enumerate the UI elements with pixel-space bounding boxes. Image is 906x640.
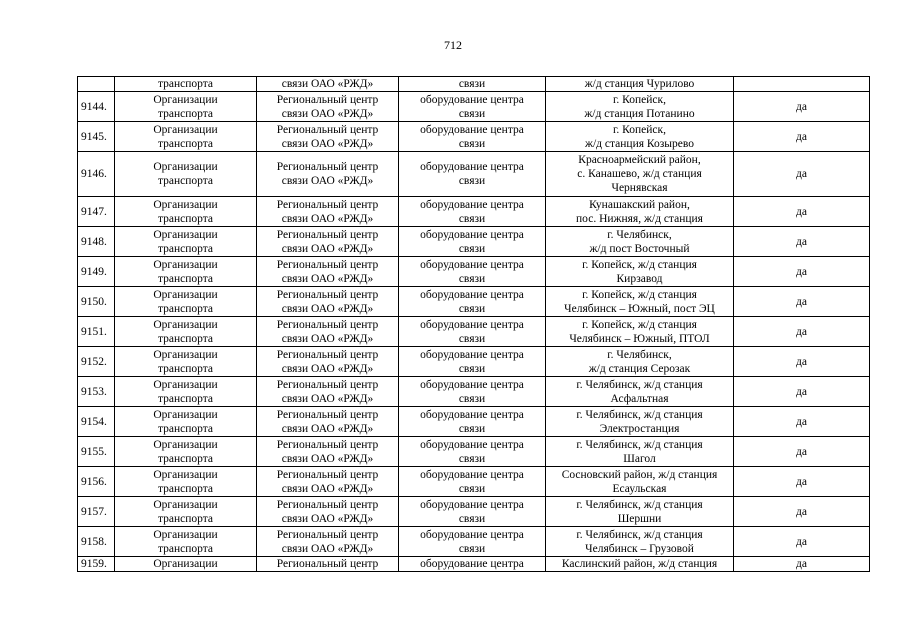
cell-line: Региональный центр — [276, 318, 379, 331]
row-number-cell: 9144. — [78, 92, 115, 122]
cell-line: Организации — [153, 93, 218, 106]
object-cell — [399, 407, 546, 437]
cell-line: связи — [458, 362, 486, 375]
row-number-cell: 9159. — [78, 557, 115, 572]
cell-line: транспорта — [157, 175, 214, 187]
cell-line: связи ОАО «РЖД» — [281, 332, 374, 345]
cell-line: Региональный центр — [276, 558, 379, 570]
category-cell — [115, 347, 257, 377]
cell-line: связи — [458, 272, 486, 285]
cell-line: Организации — [153, 498, 218, 511]
cell-line: оборудование центра — [420, 498, 524, 511]
category-cell — [115, 497, 257, 527]
organization-cell — [257, 467, 399, 497]
flag-cell: да — [734, 227, 870, 257]
cell-line: связи — [458, 332, 486, 345]
organization-cell — [257, 92, 399, 122]
object-cell — [399, 467, 546, 497]
cell-line: Кирзавод — [616, 272, 663, 285]
row-number-cell: 9152. — [78, 347, 115, 377]
flag-cell — [734, 77, 870, 92]
cell-line: связи ОАО «РЖД» — [281, 212, 374, 225]
object-cell — [399, 497, 546, 527]
flag-cell: да — [734, 467, 870, 497]
cell-line: связи ОАО «РЖД» — [281, 107, 374, 120]
table-row — [78, 92, 870, 122]
organization-cell — [257, 257, 399, 287]
category-cell — [115, 152, 257, 197]
object-cell — [399, 152, 546, 197]
location-cell — [546, 92, 734, 122]
cell-line: связи — [458, 242, 486, 255]
table-row — [78, 467, 870, 497]
cell-line: связи — [458, 512, 486, 525]
location-cell — [546, 77, 734, 92]
cell-line: транспорта — [157, 107, 214, 120]
cell-line: транспорта — [157, 482, 214, 495]
cell-line: Электростанция — [599, 422, 680, 435]
category-cell — [115, 437, 257, 467]
cell-line: связи ОАО «РЖД» — [281, 452, 374, 465]
table-row — [78, 317, 870, 347]
object-cell — [399, 287, 546, 317]
flag-cell: да — [734, 437, 870, 467]
cell-line: связи ОАО «РЖД» — [281, 482, 374, 495]
organization-cell — [257, 377, 399, 407]
data-table — [77, 76, 870, 572]
cell-line: связи — [458, 482, 486, 495]
cell-line: связи ОАО «РЖД» — [281, 78, 374, 90]
cell-line: Организации — [153, 408, 218, 421]
cell-line: связи — [458, 542, 486, 555]
cell-line: оборудование центра — [420, 438, 524, 451]
cell-line: ж/д станция Козырево — [585, 137, 694, 150]
cell-line: транспорта — [157, 512, 214, 525]
object-cell — [399, 257, 546, 287]
cell-line: оборудование центра — [420, 123, 524, 136]
cell-line: связи — [458, 137, 486, 150]
flag-cell: да — [734, 287, 870, 317]
cell-line: связи ОАО «РЖД» — [281, 137, 374, 150]
row-number-cell: 9148. — [78, 227, 115, 257]
cell-line: оборудование центра — [420, 528, 524, 541]
cell-line: Организации — [153, 438, 218, 451]
cell-line: г. Челябинск, — [607, 348, 672, 361]
cell-line: оборудование центра — [420, 348, 524, 361]
cell-line: Шершни — [617, 512, 662, 525]
location-cell — [546, 437, 734, 467]
cell-line: оборудование центра — [420, 161, 524, 173]
cell-line: Чернявская — [611, 182, 668, 194]
table-row — [78, 527, 870, 557]
cell-line: транспорта — [157, 78, 214, 90]
table-row — [78, 152, 870, 197]
cell-line: оборудование центра — [420, 468, 524, 481]
cell-line: Региональный центр — [276, 348, 379, 361]
location-cell — [546, 257, 734, 287]
cell-line: г. Челябинск, ж/д станция — [576, 408, 703, 421]
cell-line: Организации — [153, 288, 218, 301]
cell-line: связи ОАО «РЖД» — [281, 302, 374, 315]
cell-line: оборудование центра — [420, 408, 524, 421]
row-number-cell: 9153. — [78, 377, 115, 407]
location-cell — [546, 557, 734, 572]
category-cell — [115, 377, 257, 407]
cell-line: г. Копейск, ж/д станция — [582, 258, 697, 271]
cell-line: связи — [458, 212, 486, 225]
cell-line: транспорта — [157, 422, 214, 435]
flag-cell: да — [734, 197, 870, 227]
object-cell — [399, 227, 546, 257]
cell-line: пос. Нижняя, ж/д станция — [576, 212, 703, 225]
cell-line: Челябинск – Южный, ПТОЛ — [569, 332, 710, 345]
organization-cell — [257, 407, 399, 437]
cell-line: связи — [458, 302, 486, 315]
category-cell — [115, 467, 257, 497]
cell-line: г. Челябинск, ж/д станция — [576, 498, 703, 511]
cell-line: Организации — [153, 558, 218, 570]
cell-line: г. Челябинск, ж/д станция — [576, 378, 703, 391]
cell-line: ж/д пост Восточный — [589, 242, 690, 255]
category-cell — [115, 197, 257, 227]
cell-line: г. Копейск, ж/д станция — [582, 318, 697, 331]
cell-line: связи ОАО «РЖД» — [281, 272, 374, 285]
page-number: 712 — [444, 38, 462, 52]
cell-line: транспорта — [157, 392, 214, 405]
cell-line: Кунашакский район, — [589, 198, 690, 211]
location-cell — [546, 407, 734, 437]
cell-line: оборудование центра — [420, 288, 524, 301]
organization-cell — [257, 527, 399, 557]
table-row — [78, 122, 870, 152]
row-number-cell: 9149. — [78, 257, 115, 287]
row-number-cell: 9158. — [78, 527, 115, 557]
flag-cell: да — [734, 527, 870, 557]
flag-cell: да — [734, 557, 870, 572]
flag-cell: да — [734, 122, 870, 152]
cell-line: связи — [458, 452, 486, 465]
location-cell — [546, 497, 734, 527]
location-cell — [546, 287, 734, 317]
cell-line: оборудование центра — [420, 318, 524, 331]
cell-line: связи ОАО «РЖД» — [281, 362, 374, 375]
cell-line: г. Копейск, ж/д станция — [582, 288, 697, 301]
object-cell — [399, 557, 546, 572]
location-cell — [546, 317, 734, 347]
organization-cell — [257, 347, 399, 377]
location-cell — [546, 122, 734, 152]
row-number-cell: 9155. — [78, 437, 115, 467]
organization-cell — [257, 197, 399, 227]
organization-cell — [257, 497, 399, 527]
object-cell — [399, 122, 546, 152]
location-cell — [546, 467, 734, 497]
table-row — [78, 347, 870, 377]
row-number-cell: 9145. — [78, 122, 115, 152]
table-row — [78, 557, 870, 572]
flag-cell: да — [734, 317, 870, 347]
organization-cell — [257, 122, 399, 152]
table-row — [78, 497, 870, 527]
table-row — [78, 257, 870, 287]
cell-line: связи — [458, 175, 486, 187]
cell-line: связи — [458, 107, 486, 120]
cell-line: связи ОАО «РЖД» — [281, 422, 374, 435]
category-cell — [115, 557, 257, 572]
cell-line: транспорта — [157, 212, 214, 225]
row-number-cell: 9146. — [78, 152, 115, 197]
table-row — [78, 227, 870, 257]
table-row — [78, 407, 870, 437]
cell-line: связи — [458, 392, 486, 405]
object-cell — [399, 197, 546, 227]
cell-line: Региональный центр — [276, 438, 379, 451]
cell-line: Региональный центр — [276, 161, 379, 173]
category-cell — [115, 527, 257, 557]
table-row — [78, 77, 870, 92]
organization-cell — [257, 77, 399, 92]
cell-line: Региональный центр — [276, 123, 379, 136]
cell-line: Асфальтная — [610, 392, 669, 405]
cell-line: г. Челябинск, ж/д станция — [576, 438, 703, 451]
cell-line: Региональный центр — [276, 258, 379, 271]
location-cell — [546, 227, 734, 257]
cell-line: Челябинск – Грузовой — [585, 542, 694, 555]
cell-line: Организации — [153, 318, 218, 331]
object-cell — [399, 527, 546, 557]
organization-cell — [257, 227, 399, 257]
cell-line: ж/д станция Чурилово — [584, 78, 695, 90]
cell-line: связи — [458, 422, 486, 435]
cell-line: г. Челябинск, ж/д станция — [576, 528, 703, 541]
row-number-cell: 9156. — [78, 467, 115, 497]
cell-line: оборудование центра — [420, 93, 524, 106]
cell-line: Региональный центр — [276, 468, 379, 481]
location-cell — [546, 527, 734, 557]
cell-line: транспорта — [157, 272, 214, 285]
flag-cell: да — [734, 92, 870, 122]
cell-line: транспорта — [157, 332, 214, 345]
organization-cell — [257, 317, 399, 347]
row-number-cell: 9147. — [78, 197, 115, 227]
category-cell — [115, 407, 257, 437]
cell-line: Шагол — [623, 452, 656, 465]
cell-line: Организации — [153, 258, 218, 271]
object-cell — [399, 77, 546, 92]
cell-line: связи ОАО «РЖД» — [281, 242, 374, 255]
category-cell — [115, 317, 257, 347]
category-cell — [115, 227, 257, 257]
cell-line: Региональный центр — [276, 498, 379, 511]
location-cell — [546, 377, 734, 407]
cell-line: транспорта — [157, 242, 214, 255]
location-cell — [546, 152, 734, 197]
category-cell — [115, 287, 257, 317]
cell-line: Каслинский район, ж/д станция — [561, 558, 718, 570]
flag-cell: да — [734, 347, 870, 377]
row-number-cell: 9150. — [78, 287, 115, 317]
table-row — [78, 377, 870, 407]
organization-cell — [257, 437, 399, 467]
cell-line: Региональный центр — [276, 198, 379, 211]
category-cell — [115, 77, 257, 92]
cell-line: Есаульская — [612, 482, 667, 495]
table-body — [78, 77, 870, 572]
cell-line: Организации — [153, 161, 218, 173]
cell-line: Региональный центр — [276, 528, 379, 541]
cell-line: оборудование центра — [420, 198, 524, 211]
object-cell — [399, 317, 546, 347]
category-cell — [115, 122, 257, 152]
cell-line: транспорта — [157, 542, 214, 555]
flag-cell: да — [734, 152, 870, 197]
organization-cell — [257, 287, 399, 317]
cell-line: ж/д станция Потанино — [584, 107, 695, 120]
cell-line: г. Челябинск, — [607, 228, 672, 241]
category-cell — [115, 92, 257, 122]
cell-line: г. Копейск, — [613, 123, 666, 136]
cell-line: транспорта — [157, 137, 214, 150]
cell-line: связи ОАО «РЖД» — [281, 512, 374, 525]
cell-line: связи — [458, 78, 486, 90]
cell-line: Региональный центр — [276, 288, 379, 301]
cell-line: транспорта — [157, 362, 214, 375]
cell-line: оборудование центра — [420, 378, 524, 391]
object-cell — [399, 377, 546, 407]
cell-line: г. Копейск, — [613, 93, 666, 106]
cell-line: Региональный центр — [276, 228, 379, 241]
location-cell — [546, 347, 734, 377]
cell-line: Красноармейский район, — [578, 154, 701, 166]
row-number-cell: 9157. — [78, 497, 115, 527]
cell-line: оборудование центра — [420, 228, 524, 241]
object-cell — [399, 437, 546, 467]
flag-cell: да — [734, 407, 870, 437]
table-row — [78, 437, 870, 467]
cell-line: Организации — [153, 348, 218, 361]
cell-line: Организации — [153, 123, 218, 136]
category-cell — [115, 257, 257, 287]
cell-line: Организации — [153, 528, 218, 541]
cell-line: Региональный центр — [276, 408, 379, 421]
cell-line: Организации — [153, 378, 218, 391]
object-cell — [399, 92, 546, 122]
cell-line: Региональный центр — [276, 93, 379, 106]
cell-line: связи ОАО «РЖД» — [281, 392, 374, 405]
cell-line: связи ОАО «РЖД» — [281, 175, 374, 187]
row-number-cell: 9154. — [78, 407, 115, 437]
cell-line: Организации — [153, 198, 218, 211]
organization-cell — [257, 557, 399, 572]
cell-line: Организации — [153, 228, 218, 241]
flag-cell: да — [734, 497, 870, 527]
flag-cell: да — [734, 377, 870, 407]
table-row — [78, 197, 870, 227]
cell-line: оборудование центра — [420, 258, 524, 271]
cell-line: Организации — [153, 468, 218, 481]
cell-line: Сосновский район, ж/д станция — [561, 468, 718, 481]
table-row — [78, 287, 870, 317]
cell-line: ж/д станция Серозак — [588, 362, 691, 375]
cell-line: связи ОАО «РЖД» — [281, 542, 374, 555]
row-number-cell — [78, 77, 115, 92]
cell-line: транспорта — [157, 452, 214, 465]
flag-cell: да — [734, 257, 870, 287]
cell-line: оборудование центра — [420, 558, 524, 570]
cell-line: Региональный центр — [276, 378, 379, 391]
cell-line: Челябинск – Южный, пост ЭЦ — [564, 302, 715, 315]
object-cell — [399, 347, 546, 377]
cell-line: транспорта — [157, 302, 214, 315]
cell-line: с. Канашево, ж/д станция — [577, 168, 702, 180]
organization-cell — [257, 152, 399, 197]
location-cell — [546, 197, 734, 227]
row-number-cell: 9151. — [78, 317, 115, 347]
